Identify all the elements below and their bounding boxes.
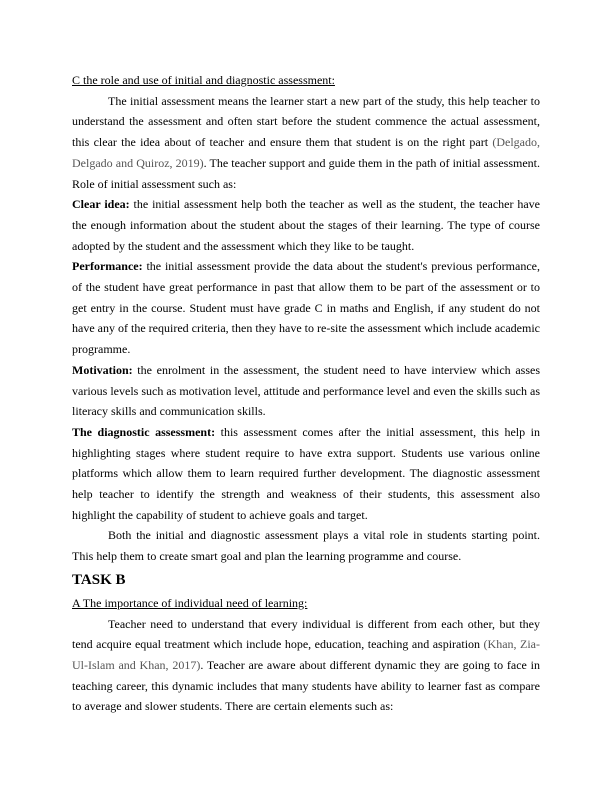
diagnostic-text: this assessment comes after the initial assessment, this help in highlighting stages where student require to have extra support. Students use various online platforms which allow them to learn required further development. The diagnostic assessment help teacher to identify the strength and weakness of their students, this assessment also highlight the capability of student to achieve goals and target. — [72, 424, 540, 522]
conclusion-paragraph: Both the initial and diagnostic assessment plays a vital role in students starting point. This help them to create smart goal and plan the learning programme and course. — [72, 528, 540, 564]
intro-paragraph — [72, 91, 540, 195]
diagnostic-label: The diagnostic assessment: — [72, 424, 216, 439]
clear-idea-label: Clear idea: — [72, 197, 130, 212]
motivation-label: Motivation: — [72, 362, 133, 377]
performance-text: the initial assessment provide the data about the student's previous performance, of the student have great performance in past that allow them to be part of the assessment or to get entry in the course. Student must have grade C in maths and English, if any student do not have any of the required criteria, then they have to re-site the assessment which include academic programme. — [72, 259, 540, 357]
clear-idea-text: the initial assessment help both the teacher as well as the student, the teacher have the enough information about the student about the stages of their learning. The type of course adopted by the student and the assessment which they like to be taught. — [72, 197, 541, 253]
performance-label: Performance: — [72, 259, 143, 274]
individual-need-paragraph — [72, 614, 540, 718]
individual-need-tail: . Teacher are aware about different dynamic they are going to face in teaching career, this dynamic includes that many students have ability to learner fast as compare to average and slower students. There are certain elements such as: — [72, 657, 540, 714]
individual-need-text: Teacher need to understand that every individual is different from each other, but they tend acquire equal treatment which include hope, education, teaching and aspiration — [72, 616, 540, 652]
citation-khan: (Khan, Zia-Ul-Islam and Khan, 2017) — [72, 637, 541, 672]
diagnostic-paragraph — [72, 422, 540, 526]
performance-paragraph — [72, 256, 540, 360]
clear-idea-paragraph — [72, 194, 540, 256]
motivation-text: the enrolment in the assessment, the student need to have interview which asses various levels such as motivation level, attitude and performance level and even the skills such as literacy skills and communication skills. — [72, 362, 540, 419]
motivation-paragraph — [72, 360, 540, 422]
document-page — [72, 70, 540, 717]
task-b-heading: A The importance of individual need of learning: — [72, 595, 308, 610]
citation-delgado: (Delgado, Delgado and Quiroz, 2019) — [72, 135, 540, 170]
intro-text: The initial assessment means the learner start a new part of the study, this help teacher to understand the assessment and often start before the student commence the actual assessment, this clear the idea about of teacher and ensure them that student is on the right part — [72, 93, 540, 150]
task-b-title: TASK B — [72, 571, 126, 588]
intro-tail: . The teacher support and guide them in the path of initial assessment. Role of initial assessment such as: — [72, 155, 541, 191]
section-c-heading: C the role and use of initial and diagnostic assessment: — [72, 73, 335, 87]
